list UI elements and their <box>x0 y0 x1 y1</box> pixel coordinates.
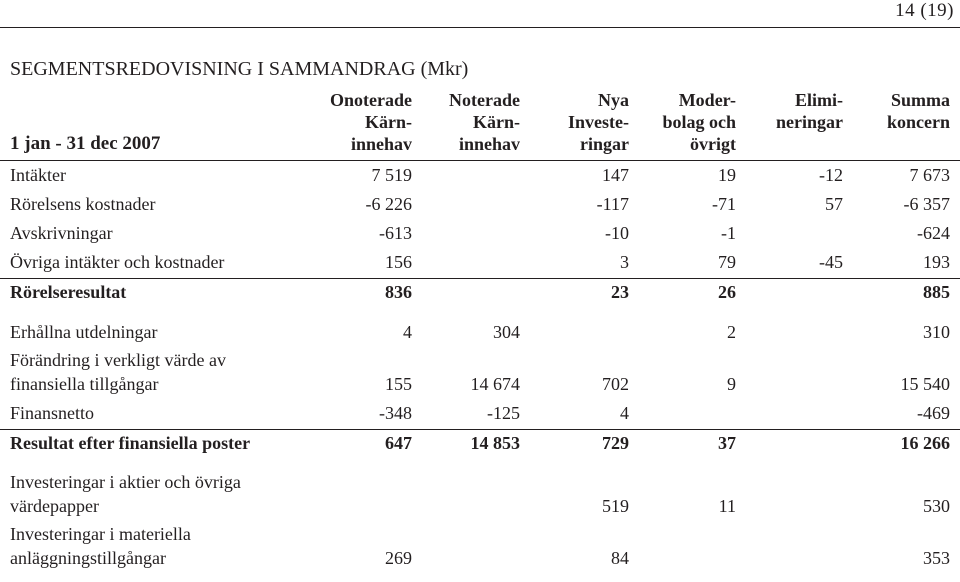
table-cell: 15 540 <box>900 374 950 394</box>
row-label: Intäkter <box>10 165 66 185</box>
table-cell: -624 <box>917 223 950 243</box>
table-cell: 269 <box>385 548 412 568</box>
row-label: Förändring i verkligt värde av finansiella tillgångar <box>10 350 226 394</box>
table-row <box>0 278 960 308</box>
table-row <box>0 522 960 574</box>
table-cell: -12 <box>819 165 843 185</box>
table-cell: 304 <box>493 322 520 342</box>
table-cell: -45 <box>819 252 843 272</box>
table-row <box>0 470 960 522</box>
table-cell: 9 <box>727 374 736 394</box>
segment-table <box>0 162 960 574</box>
period-label: 1 jan - 31 dec 2007 <box>10 133 161 154</box>
table-cell: 19 <box>718 165 736 185</box>
row-label: Finansnetto <box>10 403 94 423</box>
table-cell: 530 <box>923 496 950 516</box>
table-row <box>0 400 960 429</box>
table-cell: -10 <box>605 223 629 243</box>
table-cell: 310 <box>923 322 950 342</box>
table-cell: -6 226 <box>365 194 412 214</box>
column-header-summa-koncern: Summa koncern <box>887 90 950 132</box>
row-label: Avskrivningar <box>10 223 113 243</box>
table-cell: 37 <box>718 433 736 453</box>
table-cell: -117 <box>596 194 629 214</box>
table-cell: 57 <box>825 194 843 214</box>
table-cell: 3 <box>620 252 629 272</box>
table-cell: -348 <box>379 403 412 423</box>
table-cell: 519 <box>602 496 629 516</box>
table-cell: 14 853 <box>470 433 520 453</box>
table-cell: 702 <box>602 374 629 394</box>
row-label: Investeringar i aktier och övriga värdepapper <box>10 472 241 516</box>
table-row <box>0 429 960 459</box>
table-cell: 23 <box>611 282 629 302</box>
table-cell: 647 <box>385 433 412 453</box>
table-cell: 885 <box>923 282 950 302</box>
table-row <box>0 191 960 220</box>
table-cell: 7 673 <box>909 165 950 185</box>
column-header-nya-investeringar: Nya Investe- ringar <box>568 90 629 154</box>
column-header-moderbolag: Moder- bolag och övrigt <box>662 90 736 154</box>
table-row <box>0 220 960 249</box>
table-cell: 836 <box>385 282 412 302</box>
table-cell: 4 <box>620 403 629 423</box>
top-divider <box>0 27 960 28</box>
table-cell: 4 <box>403 322 412 342</box>
table-cell: 84 <box>611 548 629 568</box>
table-cell: 147 <box>602 165 629 185</box>
table-row <box>0 348 960 400</box>
table-cell: 26 <box>718 282 736 302</box>
header-divider <box>0 160 960 161</box>
column-header-noterade: Noterade Kärn- innehav <box>449 90 520 154</box>
table-cell: 7 519 <box>371 165 412 185</box>
table-cell: 14 674 <box>470 374 520 394</box>
table-cell: 193 <box>923 252 950 272</box>
table-cell: 729 <box>602 433 629 453</box>
row-label: Rörelseresultat <box>10 282 127 302</box>
row-label: Övriga intäkter och kostnader <box>10 252 225 272</box>
row-label: Resultat efter finansiella poster <box>10 433 251 453</box>
table-cell: -6 357 <box>903 194 950 214</box>
table-row <box>0 319 960 348</box>
table-cell: -613 <box>379 223 412 243</box>
table-row <box>0 249 960 278</box>
table-cell: -71 <box>712 194 736 214</box>
table-cell: 11 <box>718 496 736 516</box>
table-cell: 155 <box>385 374 412 394</box>
page-number: 14 (19) <box>895 0 954 21</box>
table-cell: -469 <box>917 403 950 423</box>
column-header-onoterade: Onoterade Kärn- innehav <box>330 90 412 154</box>
table-cell: 156 <box>385 252 412 272</box>
table-cell: -1 <box>721 223 736 243</box>
table-cell: 2 <box>727 322 736 342</box>
table-cell: 79 <box>718 252 736 272</box>
column-header-elimineringar: Elimi- neringar <box>776 90 843 132</box>
row-label: Rörelsens kostnader <box>10 194 156 214</box>
table-cell: 353 <box>923 548 950 568</box>
page-title: SEGMENTSREDOVISNING I SAMMANDRAG (Mkr) <box>10 58 469 80</box>
table-cell: 16 266 <box>900 433 950 453</box>
table-row <box>0 162 960 191</box>
table-cell: -125 <box>487 403 520 423</box>
row-label: Erhållna utdelningar <box>10 322 158 342</box>
row-label: Investeringar i materiella anläggningstillgångar <box>10 524 191 568</box>
